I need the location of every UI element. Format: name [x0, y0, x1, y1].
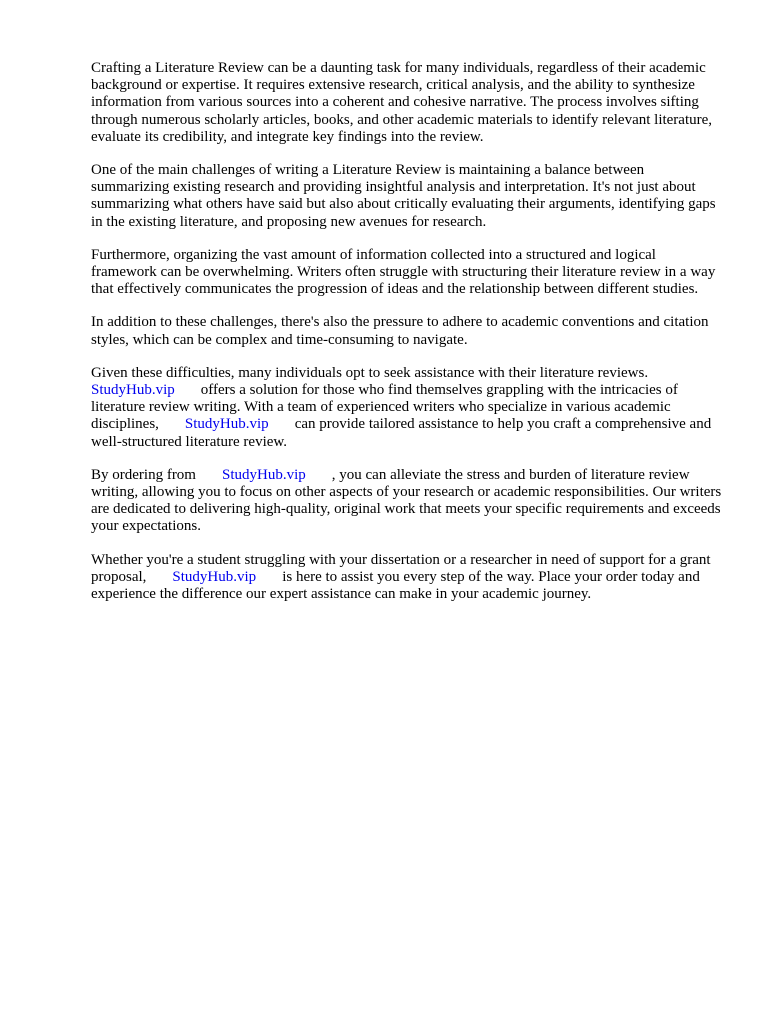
paragraph-text: can provide tailored assistance to help you craft a comprehensive and well-structured literature review. — [91, 416, 712, 450]
paragraph-challenges: One of the main challenges of writing a Literature Review is maintaining a balance between summarizing existing research and providing insightful analysis and interpretation. It's not just about summarizing what others have said but also about critically evaluating their arguments, identifying gaps in the existing literature, and proposing new avenues for research. — [91, 162, 716, 230]
studyhub-link[interactable]: StudyHub.vip — [91, 382, 175, 399]
studyhub-link[interactable]: StudyHub.vip — [221, 466, 306, 483]
paragraph-ordering — [91, 467, 723, 536]
studyhub-link[interactable]: StudyHub.vip — [172, 568, 257, 585]
studyhub-link[interactable]: StudyHub.vip — [184, 416, 269, 433]
paragraph-text: , you can alleviate the stress and burden of literature review writing, allowing you to focus on other aspects of your research or academic responsibilities. Our writers are dedicated to delivering high-quality, original work that meets your specific requirements and exceeds your expectations. — [91, 466, 722, 535]
paragraph-conventions: In addition to these challenges, there's also the pressure to adhere to academic conventions and citation styles, which can be complex and time-consuming to navigate. — [91, 314, 709, 348]
paragraph-text: By ordering from — [91, 466, 196, 483]
paragraph-organizing: Furthermore, organizing the vast amount of information collected into a structured and logical framework can be overwhelming. Writers often struggle with structuring their literature review in a way that effectively communicates the progression of ideas and the relationship between different studies. — [91, 246, 716, 298]
paragraph-text: Given these difficulties, many individuals opt to seek assistance with their literature reviews. — [91, 364, 649, 381]
paragraph-assistance — [91, 365, 723, 451]
paragraph-text: is here to assist you every step of the way. Place your order today and experience the difference our expert assistance can make in your academic journey. — [91, 568, 700, 603]
document-body — [91, 60, 723, 619]
paragraph-text: Whether you're a student struggling with your dissertation or a researcher in need of support for a grant proposal, — [91, 551, 711, 585]
paragraph-intro: Crafting a Literature Review can be a daunting task for many individuals, regardless of their academic background or expertise. It requires extensive research, critical analysis, and the ability to synthesize information from various sources into a coherent and cohesive narrative. The process involves sifting through numerous scholarly articles, books, and other academic materials to identify relevant literature, evaluate its credibility, and integrate key findings into the review. — [91, 60, 713, 145]
paragraph-closing — [91, 552, 723, 604]
paragraph-text: offers a solution for those who find themselves grappling with the intricacies of literature review writing. With a team of experienced writers who specialize in various academic disciplines, — [91, 382, 678, 433]
